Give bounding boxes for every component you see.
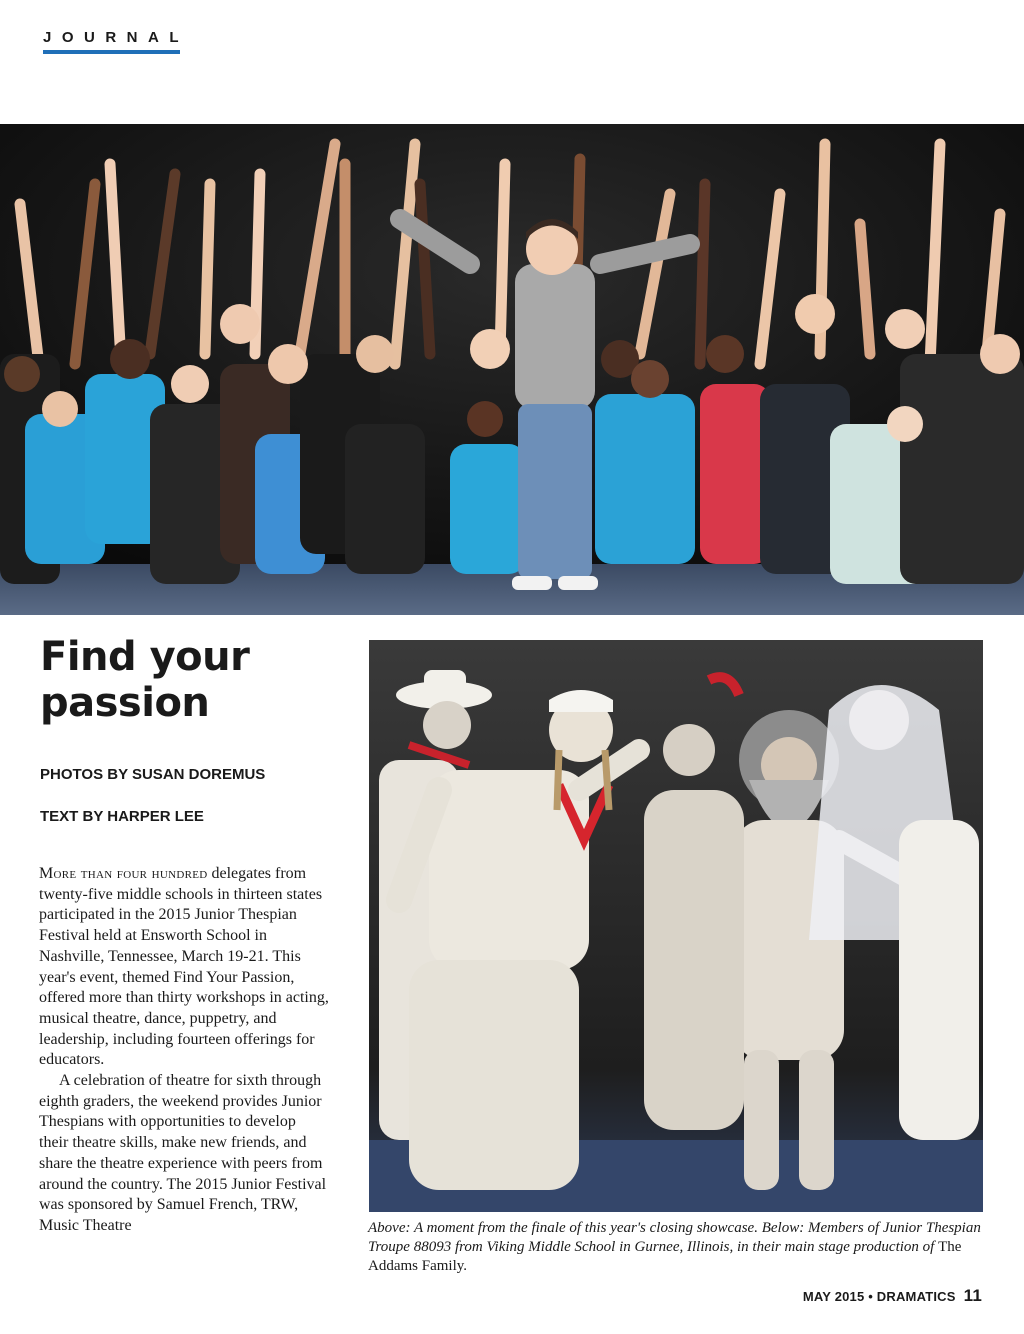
paragraph-2: A celebration of theatre for sixth through eighth graders, the weekend provides Junior Thespians with opportunities to develop their theatre skills, make new friends, and share the theatre experience with peers from around the country. The 2015 Junior Festival was sponsored by Samuel French, TRW, Music Theatre: [39, 1072, 327, 1234]
caption-title: The Addams Family.: [368, 1239, 962, 1274]
page-number: 11: [963, 1286, 982, 1305]
photo-caption: [368, 1219, 982, 1276]
section-label: JOURNAL: [43, 29, 190, 46]
caption-text: Above: A moment from the finale of this year's closing showcase. Below: Members of Junior Thespian Troupe 88093 from Viking Middle School in Gurnee, Illinois, in their main stage production of: [368, 1220, 981, 1255]
paragraph-1-text: delegates from twenty-five middle schools in thirteen states participated in the 2015 Junior Thespian Festival held at Ensworth School in Nashville, Tennessee, March 19-21. This year's event, themed Find Your Passion, offered more than thirty workshops in acting, musical theatre, dance, puppetry, and leadership, including fourteen offerings for educators.: [39, 865, 329, 1069]
headline: Find your passion: [40, 634, 250, 726]
lead-in: More than four hundred: [39, 865, 208, 882]
issue-label: MAY 2015 • DRAMATICS: [802, 1289, 956, 1304]
photo-credit: PHOTOS BY SUSAN DOREMUS: [40, 766, 266, 783]
text-credit: TEXT BY HARPER LEE: [40, 808, 204, 825]
section-rule: [43, 50, 180, 54]
page-footer: [803, 1286, 982, 1306]
top-photo-illustration: [0, 124, 1024, 615]
article-body: [39, 864, 329, 1237]
bottom-photo-illustration: [369, 640, 983, 1212]
top-photo: [0, 124, 1024, 615]
paragraph-1: [39, 864, 329, 1071]
bottom-photo: [369, 640, 983, 1212]
